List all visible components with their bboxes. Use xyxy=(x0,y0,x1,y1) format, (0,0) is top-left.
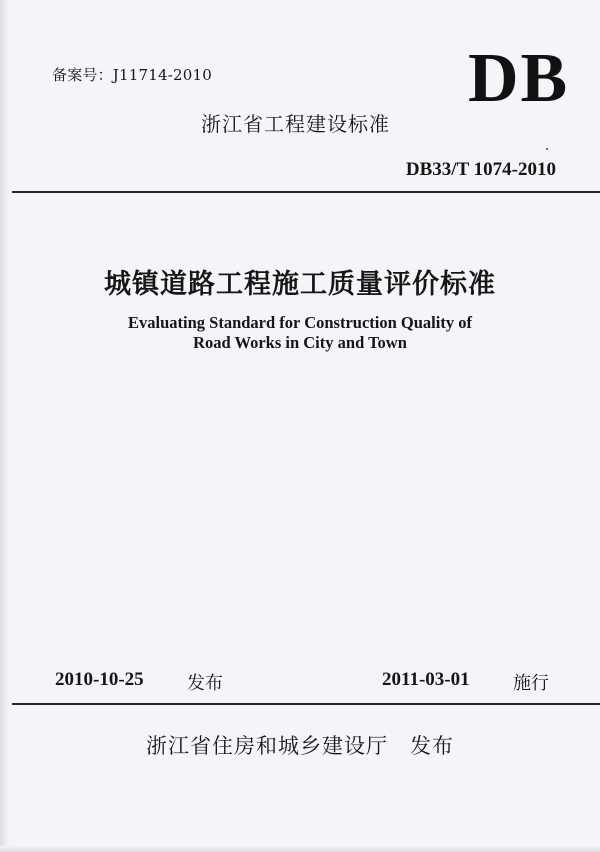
db-logo: DB xyxy=(468,40,570,117)
publisher: 浙江省住房和城乡建设厅 发布 xyxy=(146,734,454,758)
record-number: 备案号：J11714-2010 xyxy=(52,66,212,84)
title-english-line-1: Evaluating Standard for Construction Quality of xyxy=(128,313,472,332)
header-divider xyxy=(12,191,600,193)
page-bottom-edge xyxy=(0,846,600,852)
issue-label: 发布 xyxy=(187,673,223,694)
effective-label: 施行 xyxy=(513,673,549,694)
issuer-line: 浙江省工程建设标准 xyxy=(201,112,390,136)
effective-date: 2011-03-01 xyxy=(382,669,470,690)
issue-date: 2010-10-25 xyxy=(55,669,144,690)
print-speck xyxy=(546,148,548,150)
footer-divider xyxy=(12,703,600,705)
binding-edge xyxy=(0,0,10,852)
title-chinese: 城镇道路工程施工质量评价标准 xyxy=(104,269,496,300)
title-english-line-2: Road Works in City and Town xyxy=(193,333,407,352)
standard-number: DB33/T 1074-2010 xyxy=(405,159,556,180)
